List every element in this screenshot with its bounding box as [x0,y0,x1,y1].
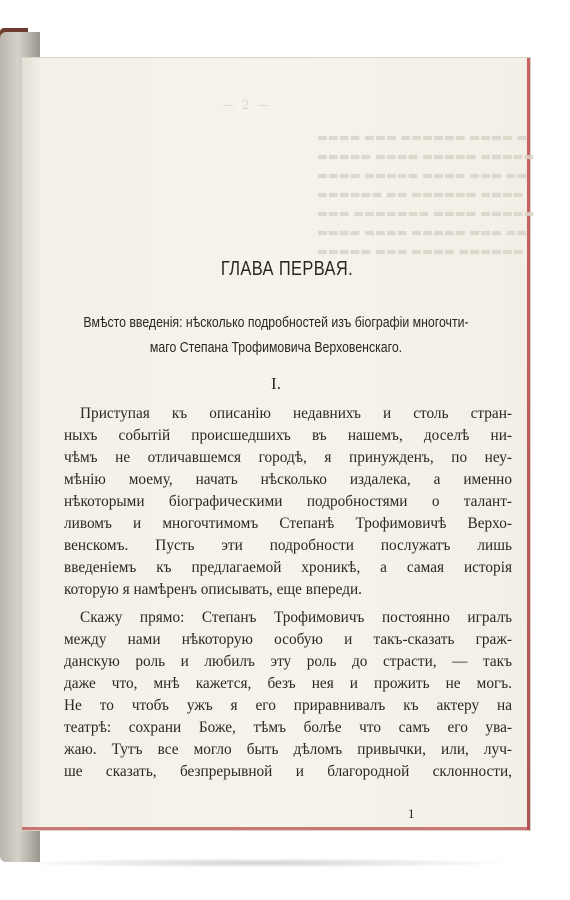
show-through-line: ▬▬▬▬▬▬ ▬▬ ▬▬▬▬▬▬ ▬▬▬▬ [317,187,524,201]
body-text [64,403,512,783]
text-line: мѣнію моему, начать нѣсколько издалека, а именно [64,471,512,488]
signature-mark: 1 [408,806,415,821]
book-page [22,58,535,830]
text-line: даже что, мнѣ кажется, безъ нея и прожить не могъ. [64,675,512,692]
page-red-edge [527,58,530,830]
chapter-title: ГЛАВА ПЕРВАЯ. [220,258,354,280]
text-line: Приступая къ описанію недавнихъ и столь стран- [80,405,512,422]
text-line: театрѣ: сохрани Боже, тѣмъ болѣе что самъ его ува- [64,719,512,736]
text-line: которую я намѣренъ описывать, еще впереди. [64,581,362,598]
text-line: жаю. Тутъ все могло быть дѣломъ привычки, или, луч- [64,741,512,758]
section-number: I. [271,374,281,393]
text-line: данскую роль и любилъ эту роль до страсти, — такъ [64,653,512,670]
show-through-line: ▬▬▬▬ ▬▬▬▬ ▬▬▬▬▬ ▬▬▬ ▬▬ [317,225,528,239]
text-line: ше сказать, безпрерывной и благородной склонности, [64,763,512,780]
text-line: Не то чтобъ ужъ я его приравнивалъ къ актеру на [64,697,512,714]
show-through-line: ▬▬▬▬ ▬▬▬▬▬ ▬▬▬▬ ▬▬▬ ▬▬ [317,168,528,182]
text-line: чѣмъ не отличавшемся городѣ, я принужденъ, по неу- [64,449,512,466]
show-through-header: — 2 — [222,98,272,112]
show-through-line: ▬▬▬▬▬ ▬▬▬ ▬▬▬▬ ▬▬▬▬▬▬ [317,244,524,258]
page-red-bottom-edge [22,827,530,830]
text-line: ливомъ и многочтимомъ Степанѣ Трофимовичѣ Верхо- [64,515,512,532]
subtitle-line: Вмѣсто введенія: нѣсколько подробностей изъ біографіи многочти- [83,314,469,331]
subtitle-line: маго Степана Трофимовича Верховенскаго. [149,339,403,356]
text-line: Скажу прямо: Степанъ Трофимовичъ постоянно игралъ [80,609,512,626]
chapter-subtitle [22,310,530,360]
text-line: введеніемъ къ предлагаемой хроникѣ, а самая исторія [64,559,512,576]
text-line: нѣкоторыми біографическими подробностями о талант- [64,493,512,510]
paragraph-1 [64,403,512,601]
text-line: ныхъ событій происшедшихъ въ нашемъ, доселѣ ни- [64,427,512,444]
text-line: венскомъ. Пусть эти подробности послужатъ лишь [64,537,512,554]
text-line: между нами нѣкоторую особую и такъ-сказать граж- [64,631,512,648]
book-shadow [6,858,516,868]
paragraph-2 [64,607,512,783]
show-through-line: ▬▬▬▬ ▬▬▬ ▬▬▬▬▬▬ ▬▬▬▬ ▬ [317,130,528,144]
show-through-line: ▬▬▬▬▬ ▬▬▬▬ ▬▬▬▬▬ ▬▬▬▬▬ [317,149,535,163]
show-through-line: ▬▬▬ ▬▬▬▬▬▬▬ ▬▬▬▬ ▬▬▬▬▬ [317,206,535,220]
